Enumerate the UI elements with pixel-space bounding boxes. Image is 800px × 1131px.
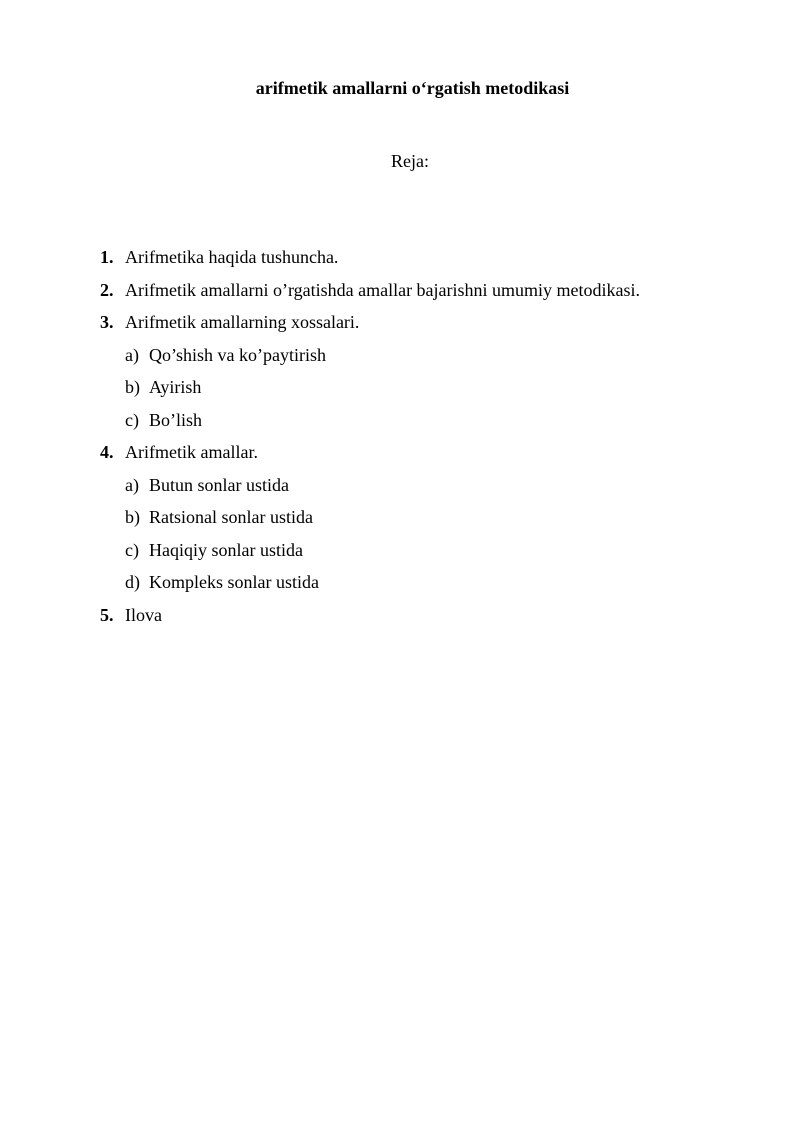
- plan-subitem-letter: d): [125, 572, 140, 592]
- plan-subitem-text: Butun sonlar ustida: [149, 474, 289, 495]
- plan-subitem-text: Kompleks sonlar ustida: [149, 572, 319, 592]
- plan-subitem: [100, 375, 760, 408]
- plan-item: [100, 245, 760, 278]
- plan-item-number: 3.: [100, 312, 114, 332]
- plan-subitem: [100, 408, 760, 441]
- plan-subitem-letter: a): [125, 344, 139, 365]
- plan-subitem-text: Ayirish: [149, 377, 202, 397]
- document-title: arifmetik amallarni o‘rgatish metodikasi: [255, 78, 570, 98]
- plan-subitem-letter: b): [125, 377, 140, 397]
- plan-item-number: 2.: [100, 279, 114, 300]
- plan-item: [100, 603, 760, 636]
- plan-item: [100, 310, 760, 343]
- plan-heading: Reja:: [391, 151, 429, 171]
- plan-subitem-letter: b): [125, 507, 140, 527]
- plan-item-text: Ilova: [125, 604, 162, 625]
- plan-subitem-text: Ratsional sonlar ustida: [149, 507, 313, 527]
- plan-subitem: [100, 570, 760, 603]
- plan-subitem-letter: c): [125, 539, 139, 560]
- plan-subitem-text: Haqiqiy sonlar ustida: [149, 539, 303, 560]
- plan-item-text: Arifmetik amallarni o’rgatishda amallar bajarishni umumiy metodikasi.: [125, 279, 641, 300]
- plan-subitem-letter: a): [125, 474, 139, 495]
- plan-item: [100, 440, 760, 473]
- plan-subitem: [100, 473, 760, 506]
- plan-subitem: [100, 343, 760, 376]
- plan-subitem-letter: c): [125, 409, 139, 430]
- plan-item-text: Arifmetik amallarning xossalari.: [125, 312, 360, 332]
- plan-item-number: 4.: [100, 442, 114, 462]
- plan-subitem-text: Bo’lish: [149, 409, 203, 430]
- plan-list: [100, 245, 760, 635]
- plan-subitem: [100, 538, 760, 571]
- plan-subitem: [100, 505, 760, 538]
- plan-item-text: Arifmetika haqida tushuncha.: [125, 247, 339, 267]
- plan-item-number: 5.: [100, 604, 114, 625]
- plan-item-number: 1.: [100, 247, 114, 267]
- plan-item-text: Arifmetik amallar.: [125, 442, 258, 462]
- plan-subitem-text: Qo’shish va ko’paytirish: [149, 344, 326, 365]
- plan-item: [100, 278, 760, 311]
